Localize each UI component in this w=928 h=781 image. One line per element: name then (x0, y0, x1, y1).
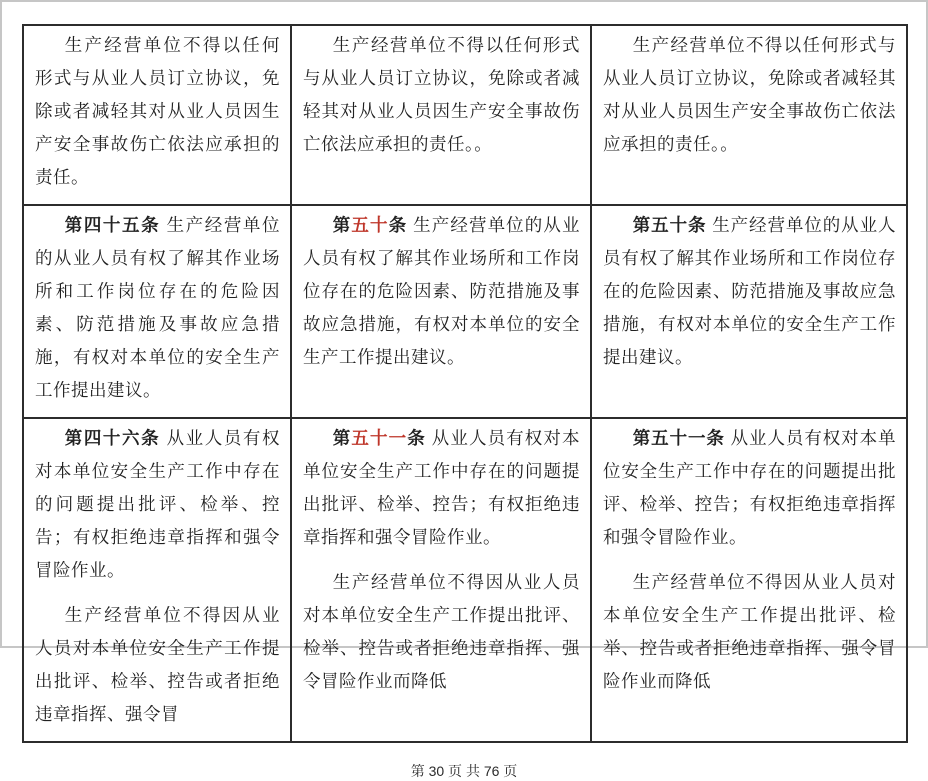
highlighted-article-number: 五十 (351, 215, 389, 235)
paragraph (303, 422, 580, 554)
paragraph (303, 29, 580, 161)
paragraph (35, 209, 280, 407)
article-number: 第五十条 (632, 215, 707, 235)
paragraph (35, 599, 280, 731)
body-text: 生产经营单位不得因从业人员对本单位安全生产工作提出批评、检举、控告或者拒绝违章指挥、强令冒 (35, 605, 280, 724)
paragraph (303, 566, 580, 698)
body-text: 从业人员有权对本单位安全生产工作中存在的问题提出批评、检举、控告；有权拒绝违章指挥和强令冒险作业。 (303, 428, 581, 547)
article-number: 第四十六条 (64, 428, 161, 448)
body-text: 生产经营单位的从业人员有权了解其作业场所和工作岗位存在的危险因素、防范措施及事故应急措施，有权对本单位的安全生产工作提出建议。 (303, 215, 581, 367)
paragraph (603, 209, 896, 374)
law-table-body (23, 25, 907, 742)
body-text: 生产经营单位的从业人员有权了解其作业场所和工作岗位存在的危险因素、防范措施及事故应急措施，有权对本单位的安全生产工作提出建议。 (35, 215, 280, 400)
table-cell (291, 25, 591, 205)
article-number: 条 (388, 215, 408, 235)
body-text: 生产经营单位不得以任何形式与从业人员订立协议，免除或者减轻其对从业人员因生产安全事故伤亡依法应承担的责任。 (35, 35, 280, 187)
table-cell (591, 205, 907, 418)
page-number-text: 第 30 页 共 76 页 (410, 763, 518, 779)
table-cell (23, 418, 291, 742)
body-text: 生产经营单位不得因从业人员对本单位安全生产工作提出批评、检举、控告或者拒绝违章指挥、强令冒险作业而降低 (303, 572, 580, 691)
article-number: 第 (332, 215, 352, 235)
article-number: 第四十五条 (64, 215, 161, 235)
body-text: 生产经营单位不得以任何形式与从业人员订立协议，免除或者减轻其对从业人员因生产安全事故伤亡依法应承担的责任。。 (303, 35, 580, 154)
article-number: 第 (332, 428, 352, 448)
table-cell (591, 418, 907, 742)
article-number: 第五十一条 (632, 428, 725, 448)
page-footer (2, 761, 926, 781)
table-cell (23, 205, 291, 418)
body-text: 生产经营单位不得以任何形式与从业人员订立协议，免除或者减轻其对从业人员因生产安全事故伤亡依法应承担的责任。。 (603, 35, 896, 154)
table-cell (591, 25, 907, 205)
paragraph (603, 422, 896, 554)
paragraph (35, 422, 280, 587)
paragraph (603, 29, 896, 161)
body-text: 生产经营单位不得因从业人员对本单位安全生产工作提出批评、检举、控告或者拒绝违章指挥、强令冒险作业而降低 (603, 572, 896, 691)
table-row (23, 205, 907, 418)
body-text: 从业人员有权对本单位安全生产工作中存在的问题提出批评、检举、控告；有权拒绝违章指挥和强令冒险作业。 (35, 428, 280, 580)
table-cell (291, 418, 591, 742)
highlighted-article-number: 五十一 (351, 428, 408, 448)
law-comparison-table (22, 24, 908, 743)
article-number: 条 (407, 428, 426, 448)
body-text: 从业人员有权对本单位安全生产工作中存在的问题提出批评、检举、控告；有权拒绝违章指挥和强令冒险作业。 (603, 428, 896, 547)
paragraph (303, 209, 580, 374)
table-cell (23, 25, 291, 205)
paragraph (35, 29, 280, 194)
table-row (23, 25, 907, 205)
paragraph (603, 566, 896, 698)
table-row (23, 418, 907, 742)
table-cell (291, 205, 591, 418)
body-text: 生产经营单位的从业人员有权了解其作业场所和工作岗位存在的危险因素、防范措施及事故应急措施，有权对本单位的安全生产工作提出建议。 (603, 215, 896, 367)
